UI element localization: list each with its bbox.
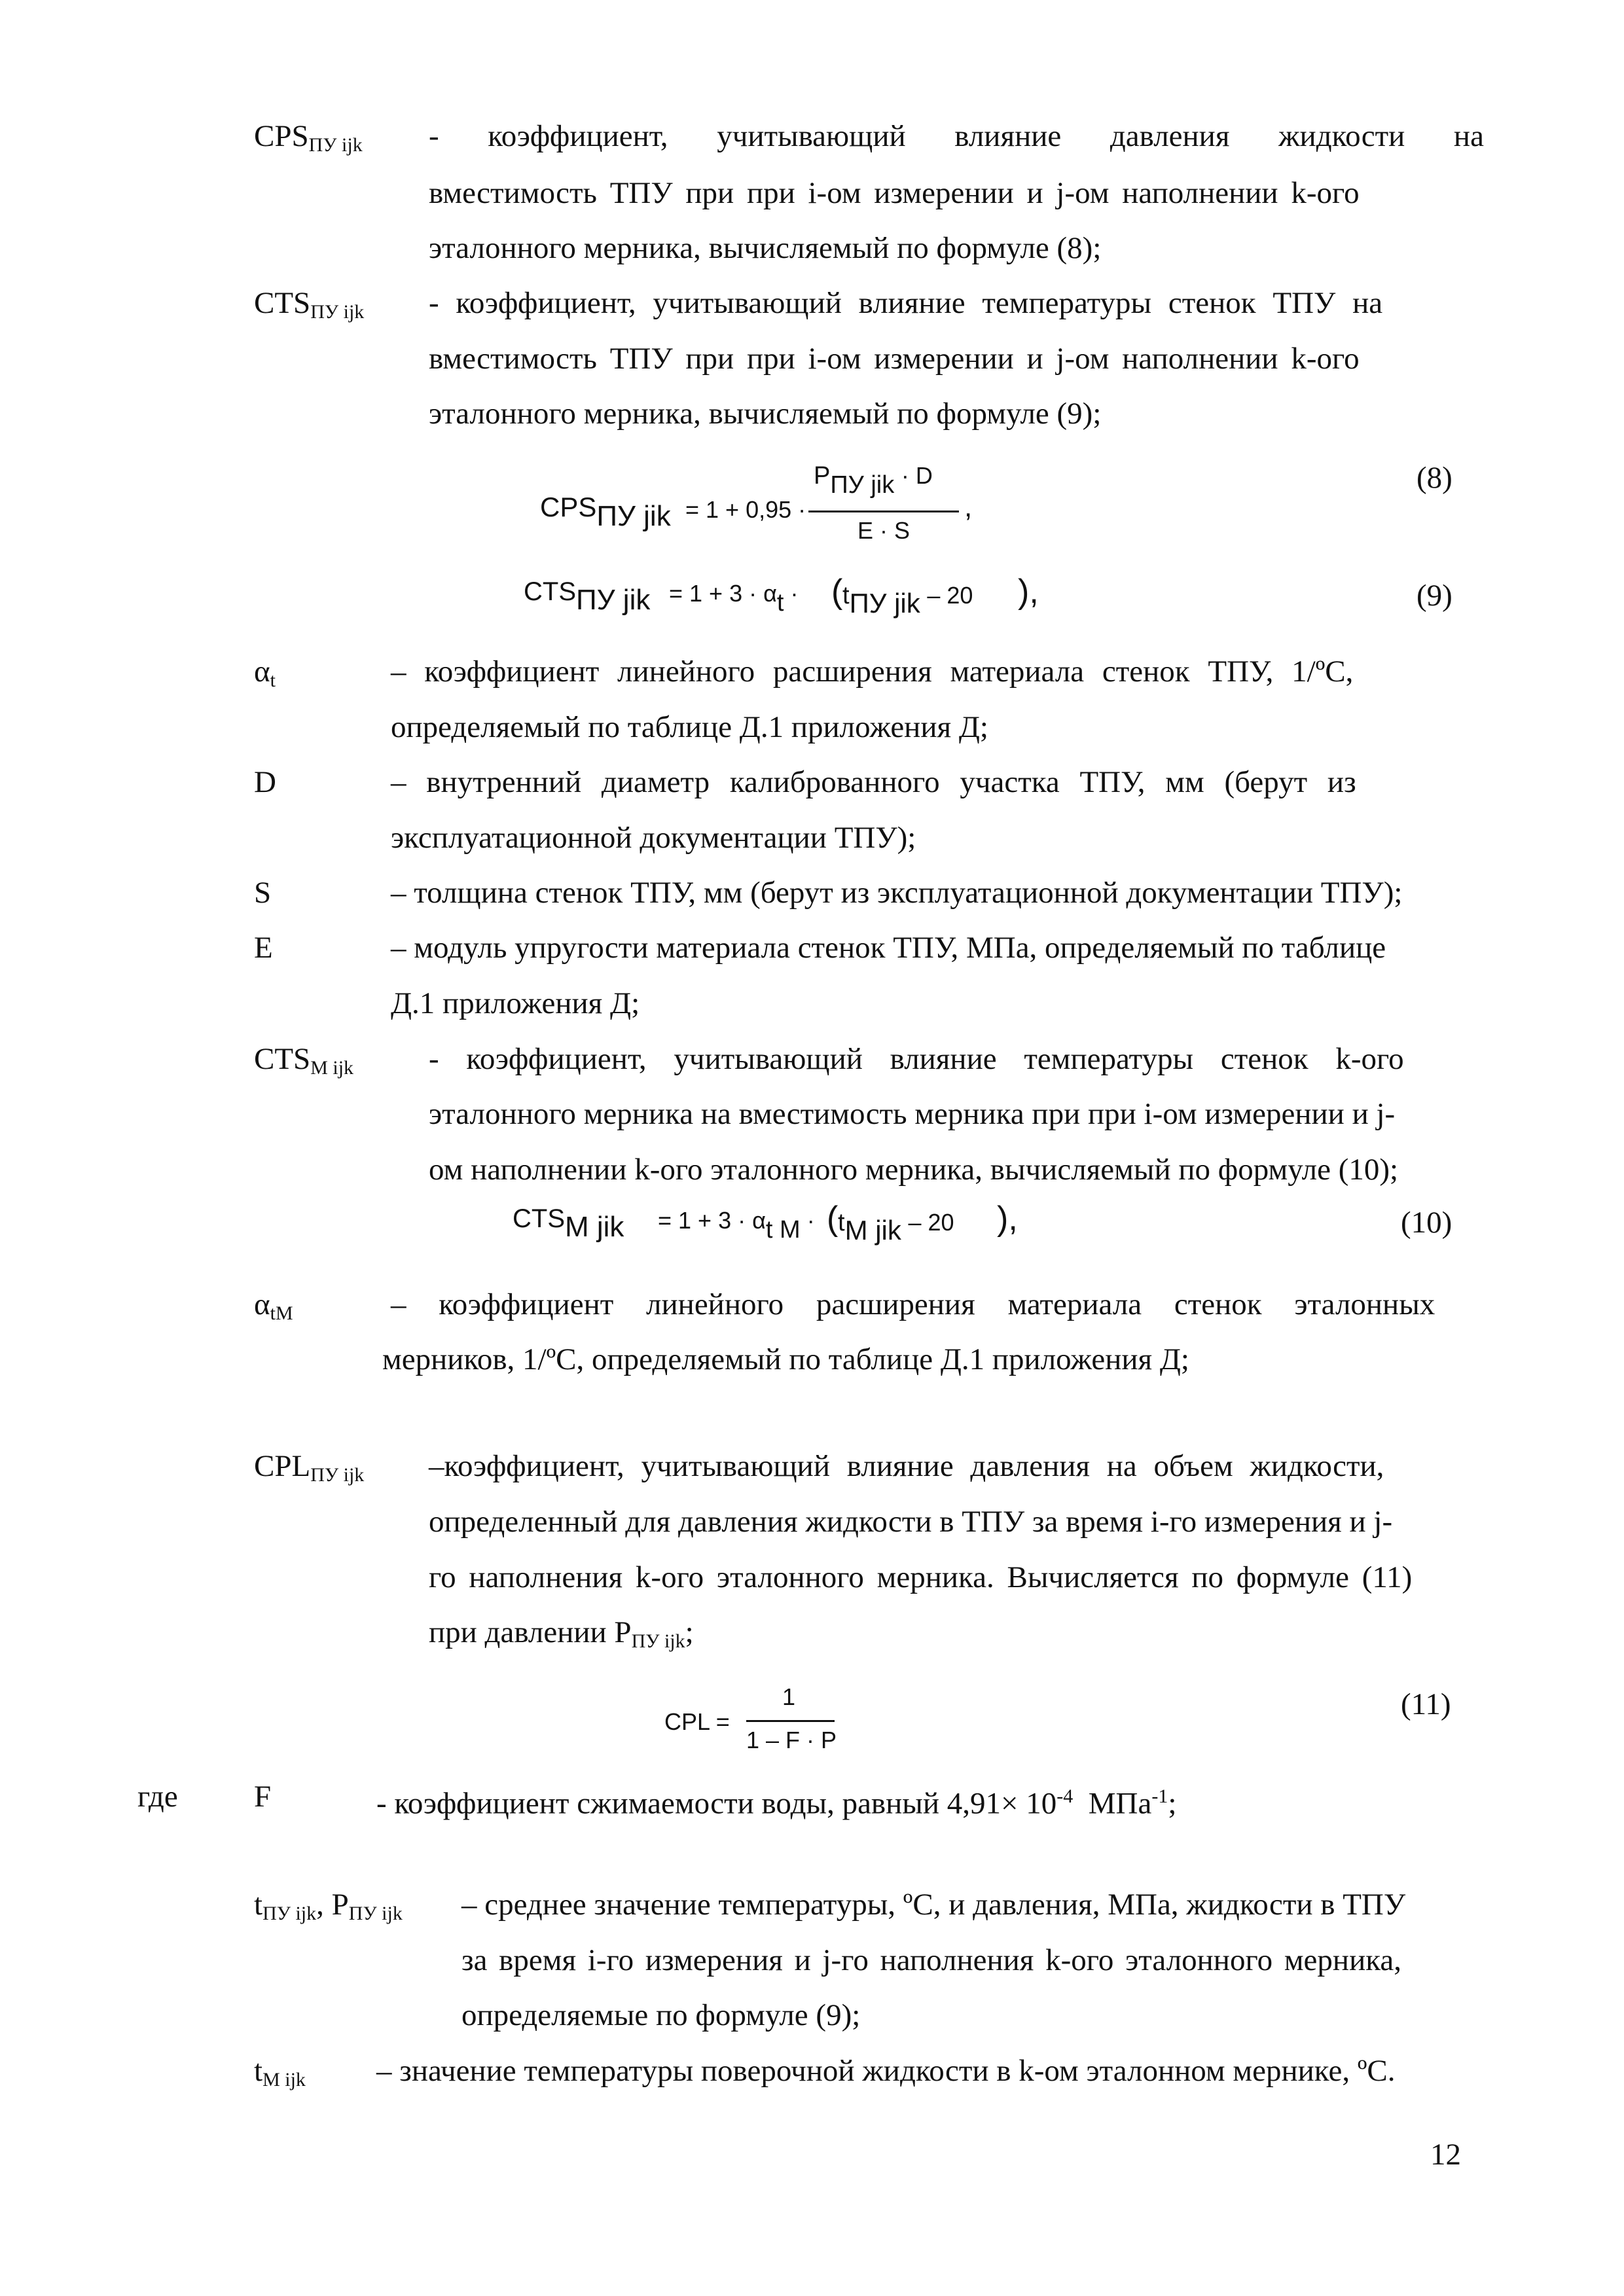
formula-10 <box>513 1202 1036 1254</box>
f10-mid-main: = 1 + 3 · α <box>658 1207 766 1234</box>
cps-line-2: вместимость ТПУ при при i-ом измерении и j-ом наполнении k-ого <box>429 176 1360 210</box>
s-line-1: – толщина стенок ТПУ, мм (берут из эксплуатационной документации ТПУ); <box>391 876 1403 910</box>
f9-t <box>842 579 973 619</box>
cps-line-3: эталонного мерника, вычисляемый по формуле (8); <box>429 231 1102 265</box>
f10-lhs-main: CTS <box>513 1204 565 1233</box>
f10-close: ), <box>997 1200 1018 1238</box>
alpha-tm-line-1: – коэффициент линейного расширения материала стенок эталонных <box>391 1287 1435 1321</box>
cts-symbol-main: CTS <box>254 286 311 320</box>
tp-sub1: ПУ ijk <box>262 1903 317 1924</box>
f-symbol: F <box>254 1780 272 1814</box>
cpl-line-4 <box>429 1613 694 1661</box>
d-line-2: эксплуатационной документации ТПУ); <box>391 821 916 855</box>
f10-t <box>838 1206 954 1246</box>
tp-sym1: t <box>254 1888 263 1922</box>
f-l1-mid: МПа <box>1073 1786 1152 1821</box>
f11-fraction-bar <box>746 1720 835 1722</box>
cps-w5: жидкости <box>1278 119 1405 153</box>
e-line-1: – модуль упругости материала стенок ТПУ, МПа, определяемый по таблице <box>391 931 1386 965</box>
cpl-l4-end: ; <box>685 1615 694 1649</box>
alpha-tm-symbol <box>254 1285 293 1333</box>
f9-end: – 20 <box>927 582 973 609</box>
cts-m-main: CTS <box>254 1042 311 1076</box>
formula-11-number: (11) <box>1401 1687 1451 1721</box>
f10-dot: · <box>806 1207 815 1234</box>
alpha-tm-line-2: мерников, 1/ºС, определяемый по таблице Д.1 приложения Д; <box>382 1342 1189 1376</box>
f10-t-main: t <box>838 1209 845 1236</box>
tm-sub: М ijk <box>262 2069 306 2090</box>
cpl-line-2: определенный для давления жидкости в ТПУ за время i-го измерения и j- <box>429 1505 1393 1539</box>
d-line-1: – внутренний диаметр калиброванного участка ТПУ, мм (берут из <box>391 765 1356 799</box>
tm-symbol <box>254 2051 306 2100</box>
cps-w0: - <box>429 119 439 153</box>
f9-lhs <box>524 575 651 616</box>
f8-mid: = 1 + 0,95 · <box>685 496 806 523</box>
tm-main: t <box>254 2054 263 2088</box>
f9-t-main: t <box>842 582 850 609</box>
f-line-1 <box>376 1777 1176 1823</box>
f10-mid <box>658 1207 815 1244</box>
f11-den: 1 – F · P <box>746 1727 837 1753</box>
alpha-tm-sub: tM <box>270 1302 293 1324</box>
cps-line-1 <box>429 117 1484 156</box>
formula-11 <box>664 1683 861 1762</box>
cpl-l4-sub: ПУ ijk <box>631 1630 685 1652</box>
formula-8 <box>540 458 1038 556</box>
f8-num-end: · D <box>901 462 933 489</box>
f8-numerator <box>814 462 933 499</box>
f8-lhs-sub: ПУ jik <box>596 500 671 532</box>
cts-m-line-1: - коэффициент, учитывающий влияние температуры стенок k-ого <box>429 1042 1404 1076</box>
f-l1-main: - коэффициент сжимаемости воды, равный 4,91× 10 <box>376 1786 1057 1821</box>
f9-t-sub: ПУ jik <box>849 588 920 619</box>
f-l1-sup2: -1 <box>1151 1785 1168 1807</box>
cpl-symbol <box>254 1446 364 1495</box>
f-prefix: где <box>137 1780 178 1814</box>
tp-line-1: – среднее значение температуры, ºС, и давления, МПа, жидкости в ТПУ <box>461 1888 1406 1922</box>
cps-symbol <box>254 117 363 165</box>
f8-fraction-bar <box>808 511 959 512</box>
f10-alpha-sub: t M <box>765 1216 801 1244</box>
f8-tail: , <box>964 491 973 523</box>
alpha-t-line-1: – коэффициент линейного расширения материала стенок ТПУ, 1/ºС, <box>391 655 1354 689</box>
formula-9-number: (9) <box>1416 579 1453 613</box>
cps-w4: давления <box>1110 119 1230 153</box>
cpl-main: CPL <box>254 1449 311 1483</box>
cts-m-symbol <box>254 1039 353 1088</box>
formula-8-number: (8) <box>1416 461 1453 495</box>
cpl-line-1: –коэффициент, учитывающий влияние давления на объем жидкости, <box>429 1449 1384 1483</box>
f-l1-end: ; <box>1168 1786 1177 1821</box>
e-symbol: E <box>254 931 273 965</box>
f10-lhs <box>513 1202 624 1243</box>
f10-lhs-sub: M jik <box>565 1211 624 1243</box>
d-symbol: D <box>254 765 276 799</box>
cts-m-line-2: эталонного мерника на вместимость мерника при при i-ом измерении и j- <box>429 1097 1396 1131</box>
tp-sub2: ПУ ijk <box>348 1903 403 1924</box>
cps-w1: коэффициент, <box>488 119 668 153</box>
alpha-t-main: α <box>254 655 270 689</box>
cts-line-1: - коэффициент, учитывающий влияние температуры стенок ТПУ на <box>429 286 1383 320</box>
cps-w6: на <box>1453 119 1484 153</box>
f9-close: ), <box>1018 573 1039 611</box>
tp-symbol <box>254 1885 403 1933</box>
cps-symbol-main: CPS <box>254 119 309 153</box>
f-l1-sup: -4 <box>1056 1785 1074 1807</box>
cps-symbol-sub: ПУ ijk <box>308 134 363 156</box>
page-number: 12 <box>1430 2138 1461 2172</box>
f8-lhs-main: CPS <box>540 492 597 522</box>
formula-9 <box>524 575 1047 627</box>
f9-lhs-sub: ПУ jik <box>576 584 651 616</box>
e-line-2: Д.1 приложения Д; <box>391 986 640 1020</box>
f8-num-sub: ПУ jik <box>830 471 895 499</box>
s-symbol: S <box>254 876 272 910</box>
cts-line-2: вместимость ТПУ при при i-ом измерении и j-ом наполнении k-ого <box>429 342 1360 376</box>
tm-line-1: – значение температуры поверочной жидкости в k-ом эталонном мернике, ºС. <box>376 2054 1396 2088</box>
f10-paren: ( <box>827 1200 839 1238</box>
f10-end: – 20 <box>908 1209 954 1236</box>
f9-lhs-main: CTS <box>524 577 576 606</box>
cts-symbol <box>254 283 364 332</box>
alpha-tm-main: α <box>254 1287 270 1321</box>
f9-mid <box>669 580 799 617</box>
f9-mid-main: = 1 + 3 · α <box>669 580 777 607</box>
f9-dot: · <box>790 580 799 607</box>
f10-t-sub: M jik <box>844 1215 901 1246</box>
formula-10-number: (10) <box>1401 1206 1453 1240</box>
cts-m-sub: М ijk <box>310 1057 354 1079</box>
cpl-line-3: го наполнения k-ого эталонного мерника. Вычисляется по формуле (11) <box>429 1560 1413 1594</box>
tp-line-2: за время i-го измерения и j-го наполнения k-ого эталонного мерника, <box>461 1943 1401 1977</box>
alpha-t-symbol <box>254 652 276 700</box>
cps-w2: учитывающий <box>717 119 906 153</box>
f8-denominator: E · S <box>857 517 911 544</box>
tp-sep: , Р <box>316 1888 349 1922</box>
f11-num: 1 <box>782 1683 796 1710</box>
f11-lhs: CPL = <box>664 1708 730 1735</box>
cpl-l4-main: при давлении Р <box>429 1615 632 1649</box>
cts-m-line-3: ом наполнении k-ого эталонного мерника, вычисляемый по формуле (10); <box>429 1153 1399 1187</box>
f9-paren: ( <box>831 573 843 611</box>
cps-w3: влияние <box>954 119 1062 153</box>
cts-line-3: эталонного мерника, вычисляемый по формуле (9); <box>429 397 1102 431</box>
alpha-t-sub: t <box>270 670 276 691</box>
f8-lhs <box>540 491 671 532</box>
alpha-t-line-2: определяемый по таблице Д.1 приложения Д; <box>391 710 988 744</box>
cts-symbol-sub: ПУ ijk <box>310 301 365 323</box>
cpl-sub: ПУ ijk <box>310 1464 365 1486</box>
f9-alpha-sub: t <box>776 589 784 617</box>
f8-num-p: P <box>814 462 831 490</box>
tp-line-3: определяемые по формуле (9); <box>461 1998 861 2032</box>
